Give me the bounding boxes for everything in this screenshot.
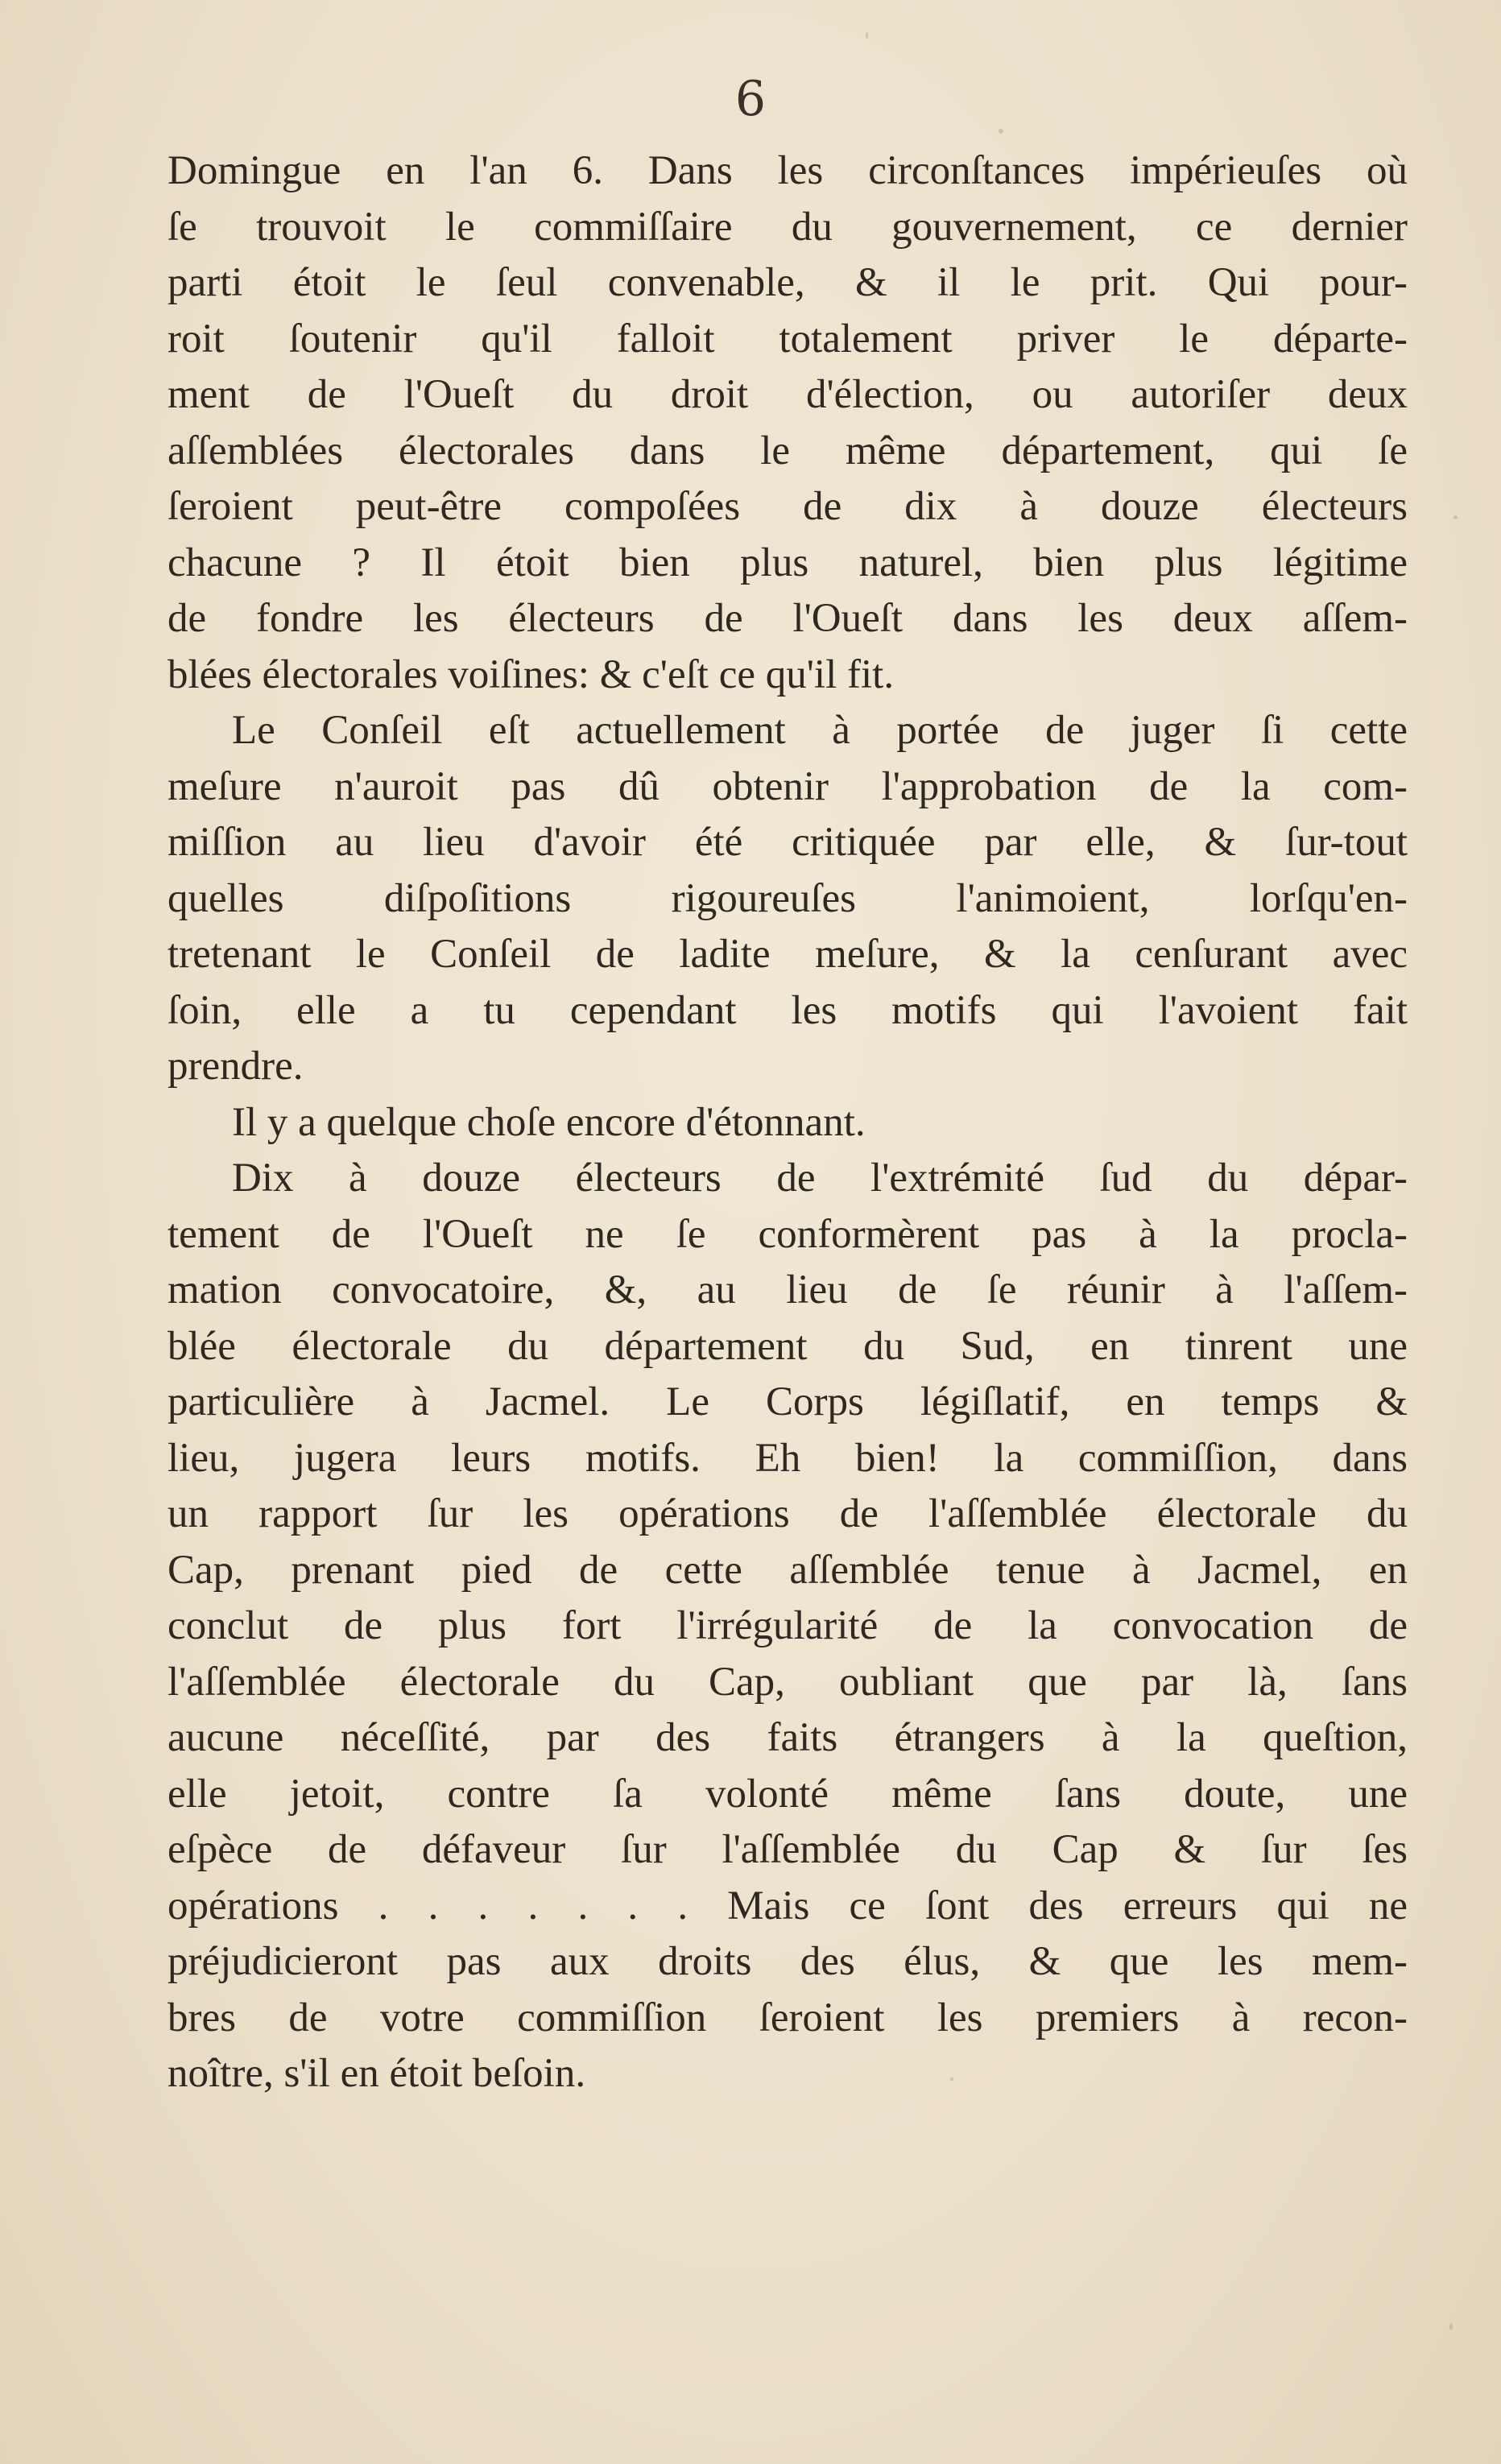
text-line: Cap, prenant pied de cette aſſemblée tenue à Jacmel, en bbox=[167, 1547, 1408, 1593]
text-line: particulière à Jacmel. Le Corps légiſlatif, en temps & bbox=[167, 1379, 1408, 1424]
paper-speck bbox=[950, 2077, 953, 2081]
text-line: aſſemblées électorales dans le même département, qui ſe bbox=[167, 428, 1408, 473]
text-line: un rapport ſur les opérations de l'aſſemblée électorale du bbox=[167, 1491, 1408, 1536]
paper-speck bbox=[1449, 2323, 1453, 2330]
text-line: parti étoit le ſeul convenable, & il le prit. Qui pour- bbox=[167, 260, 1408, 305]
text-line: mation convocatoire, &, au lieu de ſe réunir à l'aſſem- bbox=[167, 1267, 1408, 1313]
text-line: Il y a quelque choſe encore d'étonnant. bbox=[232, 1099, 866, 1145]
text-line: ſeroient peut-être compoſées de dix à douze électeurs bbox=[167, 484, 1408, 529]
text-line: tretenant le Conſeil de ladite meſure, & la cenſurant avec bbox=[167, 932, 1408, 977]
text-line: lieu, jugera leurs motifs. Eh bien! la commiſſion, dans bbox=[167, 1435, 1408, 1481]
text-line: de fondre les électeurs de l'Oueſt dans les deux aſſem- bbox=[167, 596, 1408, 641]
paper-speck bbox=[999, 129, 1003, 134]
text-line: chacune ? Il étoit bien plus naturel, bien plus légitime bbox=[167, 540, 1408, 585]
body-text bbox=[167, 143, 1408, 2102]
text-line: tement de l'Oueſt ne ſe conformèrent pas à la procla- bbox=[167, 1211, 1408, 1257]
page-number: 6 bbox=[734, 71, 767, 127]
text-line: roit ſoutenir qu'il falloit totalement priver le départe- bbox=[167, 316, 1408, 362]
text-line: Dix à douze électeurs de l'extrémité ſud du dépar- bbox=[232, 1156, 1408, 1201]
text-line: ſoin, elle a tu cependant les motifs qui l'avoient fait bbox=[167, 987, 1408, 1033]
text-line: blées électorales voiſines: & c'eſt ce qu'il fit. bbox=[167, 651, 895, 697]
text-line: opérations . . . . . . . Mais ce ſont des erreurs qui ne bbox=[167, 1883, 1408, 1929]
text-line: bres de votre commiſſion ſeroient les premiers à recon- bbox=[167, 1995, 1408, 2040]
text-line: prendre. bbox=[167, 1044, 304, 1089]
text-line: elle jetoit, contre ſa volonté même ſans doute, une bbox=[167, 1771, 1408, 1817]
text-line: quelles diſpoſitions rigoureuſes l'animoient, lorſqu'en- bbox=[167, 875, 1408, 921]
text-line: conclut de plus fort l'irrégularité de la convocation de bbox=[167, 1603, 1408, 1648]
text-line: eſpèce de défaveur ſur l'aſſemblée du Cap & ſur ſes bbox=[167, 1827, 1408, 1872]
text-line: miſſion au lieu d'avoir été critiquée par elle, & ſur-tout bbox=[167, 820, 1408, 865]
text-line: préjudicieront pas aux droits des élus, & que les mem- bbox=[167, 1939, 1408, 1984]
text-line: ſe trouvoit le commiſſaire du gouvernement, ce dernier bbox=[167, 204, 1408, 250]
text-line: noître, s'il en étoit beſoin. bbox=[167, 2051, 586, 2096]
text-line: ment de l'Oueſt du droit d'élection, ou autoriſer deux bbox=[167, 372, 1408, 417]
paper-speck bbox=[1453, 515, 1458, 519]
text-line: aucune néceſſité, par des faits étrangers à la queſtion, bbox=[167, 1715, 1408, 1760]
text-line: Le Conſeil eſt actuellement à portée de juger ſi cette bbox=[232, 708, 1408, 753]
text-line: meſure n'auroit pas dû obtenir l'approbation de la com- bbox=[167, 763, 1408, 809]
text-line: Domingue en l'an 6. Dans les circonſtances impérieuſes où bbox=[167, 148, 1408, 193]
text-line: blée électorale du département du Sud, en tinrent une bbox=[167, 1323, 1408, 1369]
paper-speck bbox=[866, 32, 868, 39]
text-line: l'aſſemblée électorale du Cap, oubliant que par là, ſans bbox=[167, 1659, 1408, 1705]
